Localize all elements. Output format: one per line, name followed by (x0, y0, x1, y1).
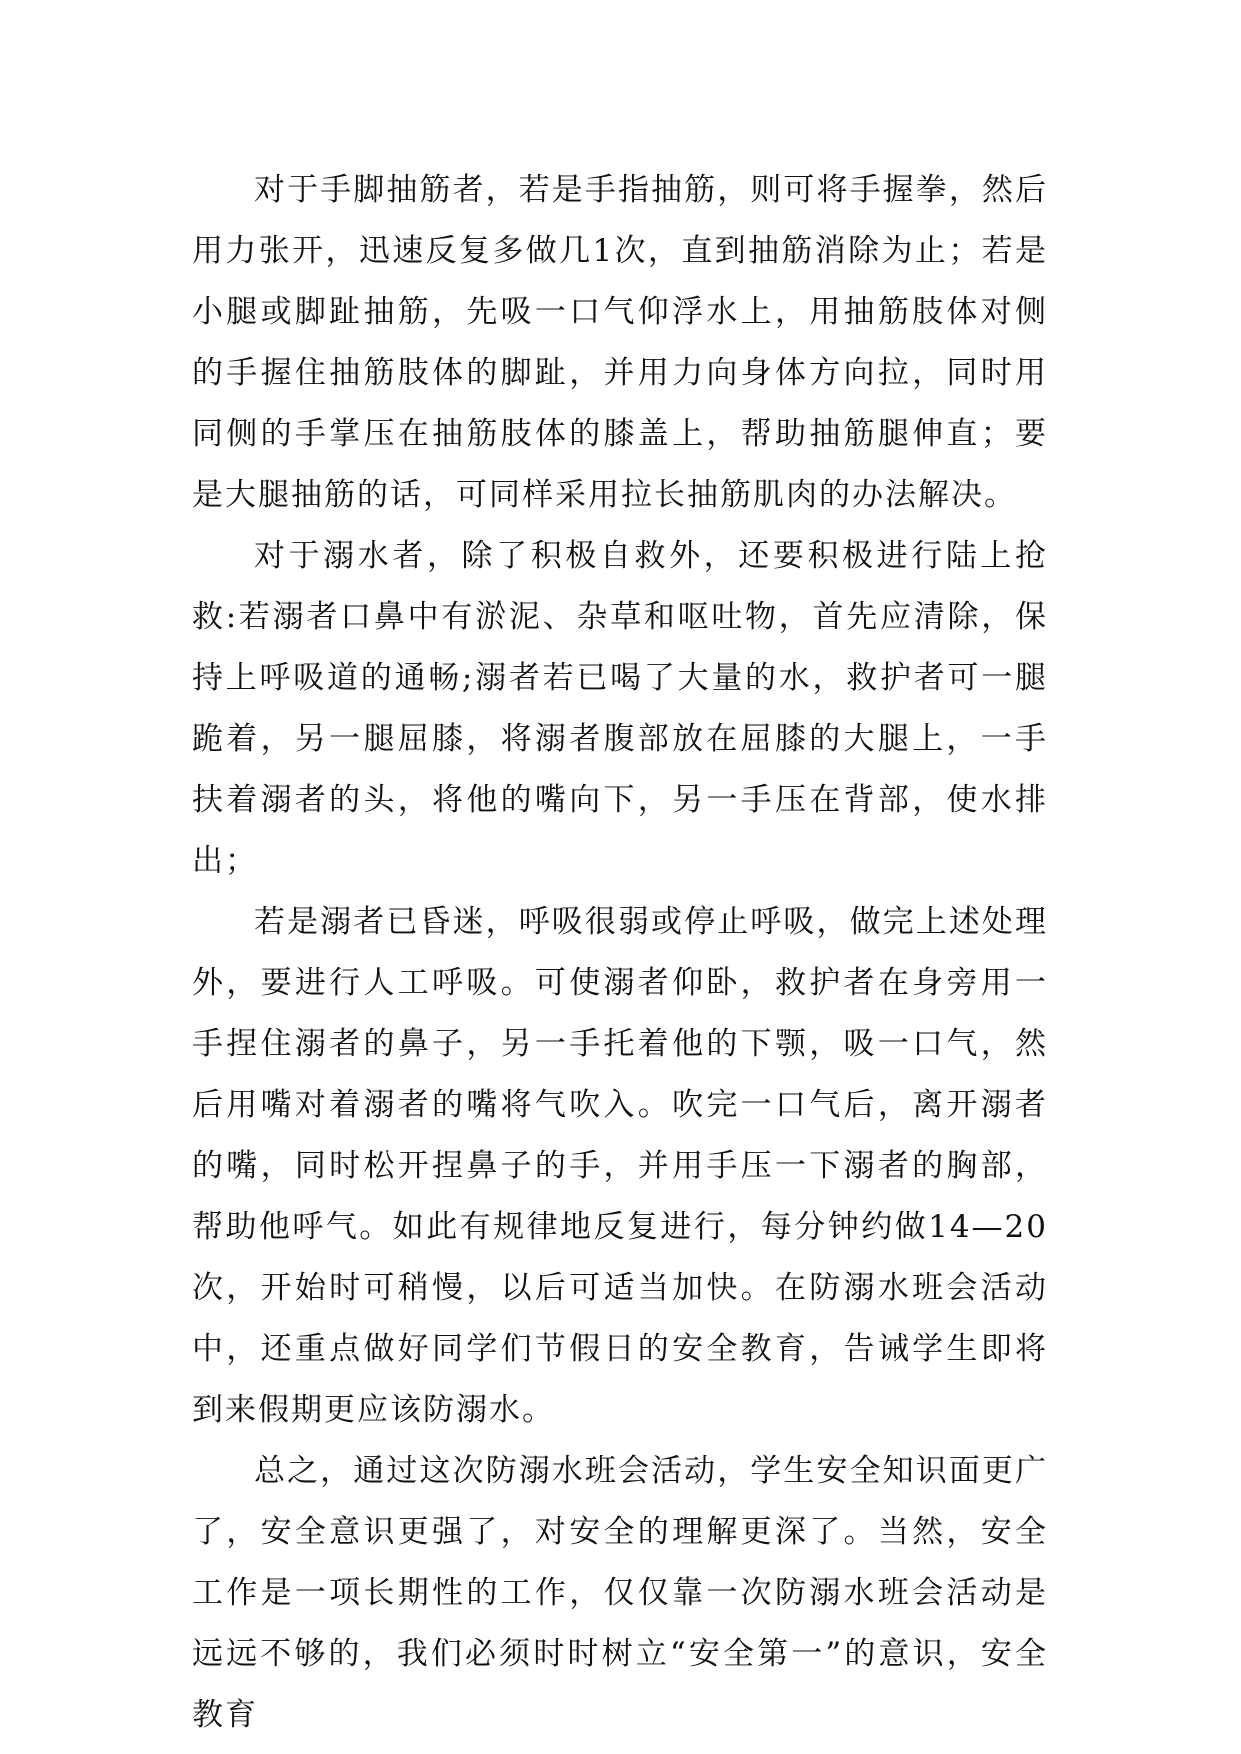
paragraph-artificial-respiration: 若是溺者已昏迷，呼吸很弱或停止呼吸，做完上述处理外，要进行人工呼吸。可使溺者仰卧，救护者在身旁用一手捏住溺者的鼻子，另一手托着他的下颚，吸一口气，然后用嘴对着溺者的嘴将气吹入。吹完一口气后，离开溺者的嘴，同时松开捏鼻子的手，并用手压一下溺者的胸部，帮助他呼气。如此有规律地反复进行，每分钟约做14—20次，开始时可稍慢，以后可适当加快。在防溺水班会活动中，还重点做好同学们节假日的安全教育，告诫学生即将到来假期更应该防溺水。 (192, 904, 1048, 1428)
paragraph-summary: 总之，通过这次防溺水班会活动，学生安全知识面更广了，安全意识更强了，对安全的理解更深了。当然，安全工作是一项长期性的工作，仅仅靠一次防溺水班会活动是远远不够的，我们必须时时树立“安全第一”的意识，安全教育 (192, 1453, 1048, 1733)
paragraph-cramp-relief: 对于手脚抽筋者，若是手指抽筋，则可将手握拳，然后用力张开，迅速反复多做几1次，直到抽筋消除为止；若是小腿或脚趾抽筋，先吸一口气仰浮水上，用抽筋肢体对侧的手握住抽筋肢体的脚趾，并用力向身体方向拉，同时用同侧的手掌压在抽筋肢体的膝盖上，帮助抽筋腿伸直；要是大腿抽筋的话，可同样采用拉长抽筋肌肉的办法解决。 (192, 172, 1048, 513)
document-page (192, 160, 1048, 1746)
paragraph-drowning-rescue: 对于溺水者，除了积极自救外，还要积极进行陆上抢救:若溺者口鼻中有淤泥、杂草和呕吐物，首先应清除，保持上呼吸道的通畅;溺者若已喝了大量的水，救护者可一腿跪着，另一腿屈膝，将溺者腹部放在屈膝的大腿上，一手扶着溺者的头，将他的嘴向下，另一手压在背部，使水排出； (192, 538, 1048, 879)
